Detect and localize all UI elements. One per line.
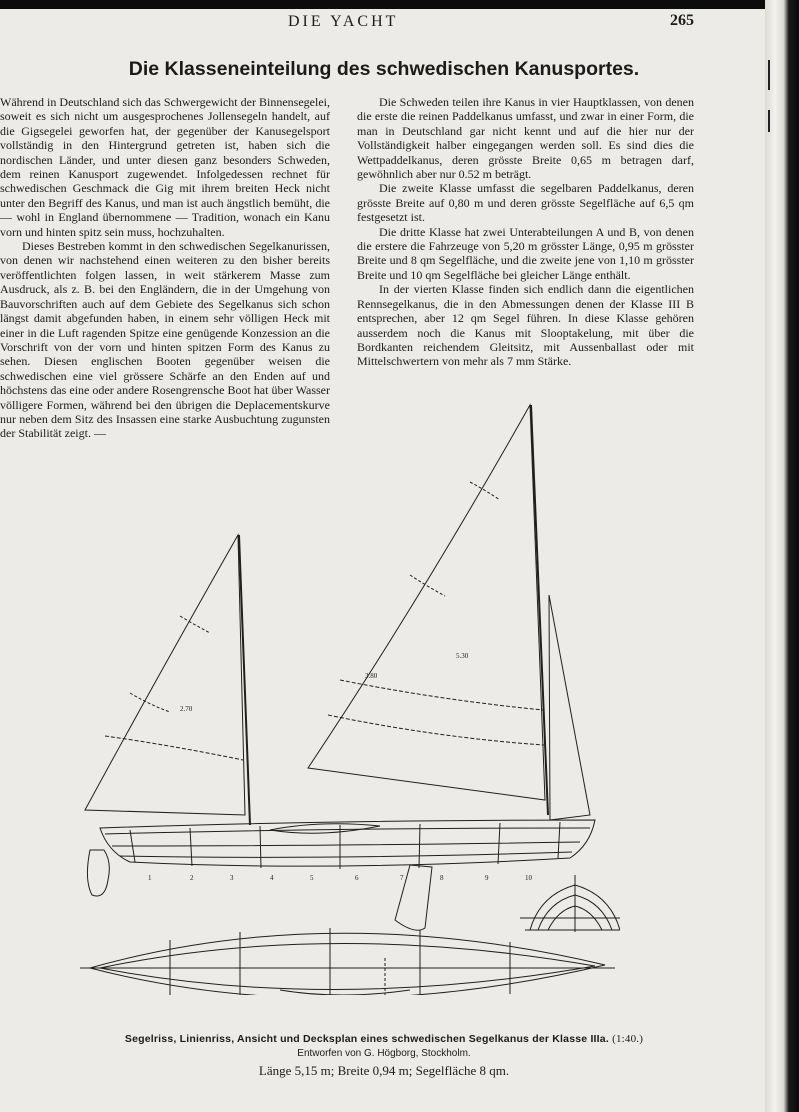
station-mark: 1 (148, 874, 152, 882)
station-mark: 3 (230, 874, 234, 882)
caption-scale: (1:40.) (612, 1033, 644, 1045)
sail-label: 5.30 (456, 652, 469, 660)
canoe-plan-drawing (60, 400, 620, 995)
caption-text: Segelriss, Linienriss, Ansicht und Decksplan eines schwedischen Segelkanus der Klasse IIIa. (124, 1033, 609, 1045)
main-sail (308, 405, 590, 820)
spine-mark (768, 60, 770, 90)
article-title: Die Klasseneinteilung des schwedischen Kanusportes. (128, 58, 640, 80)
sail-label: 2.70 (180, 705, 193, 713)
station-mark: 5 (310, 874, 314, 882)
hull-profile (87, 820, 595, 930)
figure-designer: Entworfen von G. Högborg, Stockholm. (297, 1048, 471, 1059)
station-mark: 10 (525, 874, 532, 882)
station-mark: 9 (485, 874, 489, 882)
top-dark-edge (0, 0, 799, 9)
paragraph: Die zweite Klasse umfasst die segelbaren Paddelkanus, deren grösste Breite auf 0,80 m und deren grösste Segelfläche auf 6,5 qm festgesetzt ist. (357, 181, 694, 225)
station-mark: 6 (355, 874, 359, 882)
paragraph: Während in Deutschland sich das Schwergewicht der Binnensegelei, soweit es sich nicht um ausgesprochenes Jollensegeln handelt, auf die Gigsegelei geworfen hat, der gegenüber der Kanusegelsport vollständig in den Hintergrund getreten ist, haben sich die nordischen Länder, und unter diesen ganz besonders Schweden, dem reinen Kanusport zugewendet. Infolgedessen rechnet für schwedischen Geschmack die Gig mit ihrem breiten Heck nicht unter den Begriff des Kanus, und man ist auch ängstlich bemüht, die — wohl in England übernommene — Tradition, wonach ein Kanu vorn und hinten spitz sein muss, hochzuhalten. (0, 95, 330, 239)
station-mark: 8 (440, 874, 444, 882)
body-plan (520, 875, 620, 932)
station-mark: 2 (190, 874, 194, 882)
station-mark: 7 (400, 874, 404, 882)
paragraph: In der vierten Klasse finden sich endlich dann die eigentlichen Rennsegelkanus, die in den Abmessungen denen der Klasse III B entsprechen, aber 12 qm Segel führen. In diese Klasse gehören ausserdem noch die Kanus mit Slooptakelung, mit über die Bordkanten reichendem Gleitsitz, mit Aussenballast oder mit Mittelschwertern von mehr als 7 mm Stärke. (357, 282, 694, 369)
mizzen-sail (85, 535, 250, 825)
sail-label: 3.80 (365, 672, 378, 680)
spine-mark (768, 110, 770, 132)
book-spine-edge (765, 0, 799, 1112)
paragraph: Die Schweden teilen ihre Kanus in vier Hauptklassen, von denen die erste die reinen Paddelkanus umfasst, und zwar in einer Form, die man in Deutschland gar nicht kennt und auf die hier nur der Vollständigkeit halber eingegangen werden soll. Es sind dies die Wettpaddelkanus, deren grösste Breite 0,65 m betragen darf, gewöhnlich aber nur 0.52 m beträgt. (357, 95, 694, 182)
running-title: DIE YACHT (288, 13, 399, 30)
figure-caption (0, 1033, 768, 1045)
paragraph: Die dritte Klasse hat zwei Unterabteilungen A und B, von denen die erstere die Fahrzeuge von 5,20 m grösster Länge, 0,95 m grösster Breite und 8 qm Segelfläche, und die zweite jene von 1,10 m grösster Breite und 10 qm Segelfläche bei gleicher Länge enthält. (357, 224, 694, 282)
figure-dimensions: Länge 5,15 m; Breite 0,94 m; Segelfläche 8 qm. (258, 1063, 510, 1078)
station-mark: 4 (270, 874, 274, 882)
left-column (0, 95, 330, 441)
page-number: 265 (670, 12, 694, 29)
paragraph: Dieses Bestreben kommt in den schwedischen Segelkanurissen, von denen wir nachstehend einen weiteren zu den bisher bereits veröffentlichten folgen lassen, in weit stärkerem Masse zum Ausdruck, als z. B. bei den Engländern, die in der Umgehung von Bauvorschriften auch auf dem Gebiete des Segelkanus sich schon längst damit abgefunden haben, in einem sehr völligen Heck mit einer in die Luft ragenden Spitze eine genügende Konzession an die Vorschrift von der vorn und hinten spitzen Form des Kanus zu sehen. Diesen englischen Booten gegenüber weisen die schwedischen eine viel grössere Schärfe an den Enden auf und höchstens das eine oder andere Rosengrensche Boot hat über Wasser völligere Formen, während bei den übrigen die Deplacementskurve nur neben dem Sitz des Insassen eine starke Ausbuchtung zugunsten der Stabilität zeigt. — (0, 239, 330, 441)
deck-plan (80, 928, 615, 995)
right-column (357, 95, 694, 369)
